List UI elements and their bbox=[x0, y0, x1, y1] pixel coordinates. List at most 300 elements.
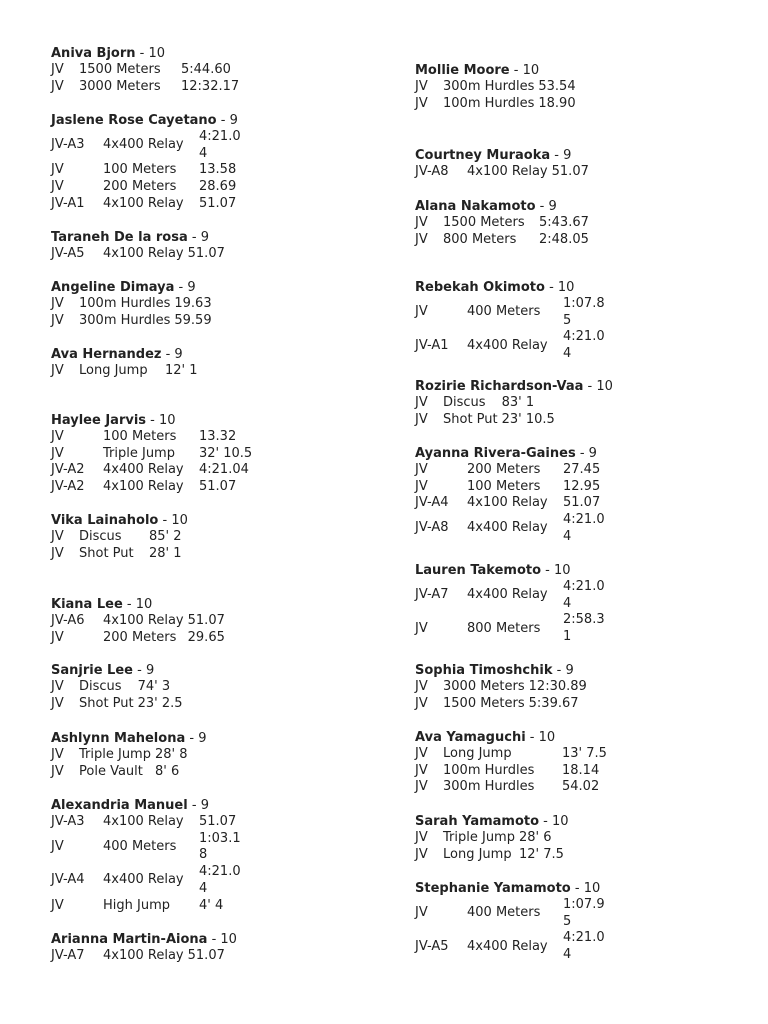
event-level: JV bbox=[415, 762, 428, 778]
athlete-entry bbox=[51, 797, 251, 914]
event-level: JV bbox=[415, 395, 428, 410]
event-name: 400 Meters bbox=[103, 839, 177, 855]
event-level: JV bbox=[415, 846, 428, 862]
event-row bbox=[51, 246, 229, 263]
athlete-name: Angeline Dimaya bbox=[51, 280, 175, 295]
event-row bbox=[51, 196, 251, 213]
event-row bbox=[51, 429, 256, 446]
event-row bbox=[51, 814, 251, 831]
event-level: JV bbox=[51, 445, 64, 461]
event-mark: 2:58.31 bbox=[563, 612, 605, 645]
event-mark: 32' 10.5 bbox=[199, 445, 253, 461]
event-name: 800 Meters bbox=[467, 620, 541, 636]
event-name: Triple Jump bbox=[443, 830, 515, 845]
athlete-grade: 9 bbox=[588, 446, 597, 461]
athlete-name: Courtney Muraoka bbox=[415, 148, 551, 163]
event-mark: 2:48.05 bbox=[539, 231, 589, 247]
athlete-heading bbox=[415, 445, 615, 462]
event-table bbox=[415, 462, 615, 546]
event-table bbox=[415, 897, 615, 964]
event-row bbox=[415, 779, 611, 796]
event-name: Pole Vault bbox=[79, 763, 143, 779]
event-level: JV bbox=[415, 95, 428, 111]
athlete-heading bbox=[415, 662, 591, 679]
event-row bbox=[415, 164, 593, 181]
event-row bbox=[415, 395, 559, 412]
event-row bbox=[51, 898, 251, 915]
event-name: 4x400 Relay bbox=[467, 337, 548, 353]
grade-separator: - bbox=[550, 148, 564, 163]
athlete-grade: 9 bbox=[548, 199, 557, 214]
event-row bbox=[51, 296, 216, 313]
event-table bbox=[51, 747, 192, 780]
grade-separator: - bbox=[207, 932, 221, 947]
event-mark: 13' 7.5 bbox=[562, 746, 607, 761]
grade-separator: - bbox=[570, 881, 584, 896]
event-name: 4x100 Relay bbox=[467, 495, 548, 511]
event-table bbox=[51, 613, 229, 646]
event-name: 300m Hurdles bbox=[443, 779, 535, 795]
event-mark: 13.58 bbox=[199, 162, 237, 178]
grade-separator: - bbox=[174, 280, 188, 295]
event-level: JV bbox=[51, 78, 64, 94]
athlete-grade: 10 bbox=[554, 563, 571, 578]
event-mark: 4' 4 bbox=[199, 897, 224, 913]
event-name: Discus bbox=[79, 679, 122, 694]
athlete-heading bbox=[415, 279, 615, 296]
athlete-name: Ayanna Rivera-Gaines bbox=[415, 446, 576, 461]
event-name: 100 Meters bbox=[103, 429, 177, 444]
athlete-entry bbox=[415, 198, 593, 248]
athlete-grade: 10 bbox=[596, 379, 613, 394]
event-name: 4x400 Relay bbox=[103, 462, 184, 478]
event-row bbox=[415, 763, 611, 780]
event-table bbox=[415, 79, 580, 112]
athlete-entry bbox=[51, 512, 188, 562]
event-table bbox=[51, 814, 251, 914]
event-level: JV bbox=[51, 695, 64, 711]
event-level: JV bbox=[415, 620, 428, 636]
event-mark: 51.07 bbox=[551, 164, 589, 179]
athlete-name: Kiana Lee bbox=[51, 597, 123, 612]
event-level: JV bbox=[51, 296, 64, 311]
event-mark: 28' 6 bbox=[518, 830, 552, 845]
event-level: JV bbox=[415, 746, 428, 761]
event-table bbox=[51, 429, 256, 496]
event-name: Triple Jump bbox=[103, 445, 175, 461]
event-level: JV-A1 bbox=[415, 337, 449, 353]
event-mark: 12' 7.5 bbox=[518, 846, 564, 862]
grade-separator: - bbox=[122, 597, 136, 612]
event-name: 3000 Meters bbox=[79, 78, 161, 94]
athlete-heading bbox=[415, 147, 593, 164]
event-mark: 19.63 bbox=[174, 296, 212, 311]
athlete-grade: 10 bbox=[552, 814, 569, 829]
athlete-name: Haylee Jarvis bbox=[51, 413, 147, 428]
event-level: JV bbox=[51, 747, 64, 762]
event-row bbox=[51, 831, 251, 864]
athlete-name: Jaslene Rose Cayetano bbox=[51, 113, 217, 128]
event-name: Long Jump bbox=[79, 363, 148, 378]
event-mark: 28' 8 bbox=[154, 747, 188, 762]
event-mark: 51.07 bbox=[563, 495, 601, 511]
event-mark: 12:32.17 bbox=[181, 78, 240, 94]
event-table bbox=[51, 129, 251, 213]
event-level: JV-A1 bbox=[51, 195, 85, 211]
athlete-entry bbox=[415, 662, 591, 712]
event-level: JV bbox=[51, 529, 64, 544]
event-mark: 28.69 bbox=[199, 179, 237, 195]
athlete-grade: 10 bbox=[583, 881, 601, 896]
event-mark: 12' 1 bbox=[165, 363, 198, 378]
athlete-heading bbox=[51, 279, 216, 296]
event-mark: 51.07 bbox=[199, 814, 237, 829]
event-row bbox=[51, 948, 229, 965]
athlete-name: Sarah Yamamoto bbox=[415, 814, 540, 829]
athlete-grade: 9 bbox=[145, 663, 155, 678]
athlete-name: Ava Hernandez bbox=[51, 347, 162, 362]
event-row bbox=[415, 847, 568, 864]
event-mark: 4:21.04 bbox=[563, 579, 605, 611]
athlete-heading bbox=[415, 562, 615, 579]
event-mark: 4:21.04 bbox=[563, 930, 605, 963]
event-mark: 18.90 bbox=[538, 95, 576, 111]
athlete-entry bbox=[415, 813, 569, 863]
event-name: 1500 Meters bbox=[79, 62, 161, 77]
event-mark: 1:07.85 bbox=[563, 296, 605, 328]
event-row bbox=[415, 296, 615, 329]
event-name: 4x400 Relay bbox=[467, 520, 548, 536]
event-level: JV-A4 bbox=[51, 872, 85, 888]
event-table bbox=[415, 395, 559, 428]
event-level: JV bbox=[51, 363, 64, 378]
event-level: JV-A5 bbox=[415, 938, 449, 954]
athlete-heading bbox=[51, 229, 229, 246]
athlete-name: Aniva Bjorn bbox=[51, 46, 136, 61]
event-row bbox=[415, 830, 568, 847]
athlete-heading bbox=[51, 412, 256, 429]
grade-separator: - bbox=[544, 280, 558, 295]
grade-separator: - bbox=[216, 113, 230, 128]
event-row bbox=[415, 679, 591, 696]
event-row bbox=[415, 479, 615, 496]
grade-separator: - bbox=[525, 730, 539, 745]
event-row bbox=[51, 313, 216, 330]
grade-separator: - bbox=[146, 413, 159, 428]
athlete-entry bbox=[415, 378, 613, 428]
event-row bbox=[51, 764, 192, 781]
event-name: 4x400 Relay bbox=[467, 938, 548, 954]
event-name: 4x100 Relay bbox=[103, 246, 184, 261]
event-mark: 59.59 bbox=[174, 312, 212, 328]
event-name: 100m Hurdles bbox=[443, 95, 535, 111]
event-level: JV bbox=[51, 679, 64, 694]
event-name: Shot Put bbox=[79, 545, 134, 561]
event-table bbox=[415, 830, 568, 863]
event-level: JV bbox=[415, 231, 428, 247]
event-name: 4x100 Relay bbox=[103, 814, 184, 829]
event-mark: 5:44.60 bbox=[181, 62, 231, 77]
event-row bbox=[415, 897, 615, 930]
event-level: JV-A3 bbox=[51, 814, 85, 829]
event-name: 100m Hurdles bbox=[79, 296, 171, 311]
event-row bbox=[51, 79, 243, 96]
athlete-heading bbox=[415, 198, 593, 215]
event-level: JV bbox=[51, 429, 64, 444]
grade-separator: - bbox=[132, 663, 146, 678]
event-row bbox=[51, 679, 187, 696]
event-level: JV-A8 bbox=[415, 164, 449, 179]
event-row bbox=[51, 747, 192, 764]
event-row bbox=[51, 696, 187, 713]
event-table bbox=[415, 746, 611, 796]
event-row bbox=[415, 329, 615, 362]
athlete-heading bbox=[51, 730, 206, 747]
event-mark: 51.07 bbox=[199, 195, 237, 211]
athlete-heading bbox=[51, 596, 229, 613]
event-mark: 4:21.04 bbox=[199, 864, 241, 896]
athlete-entry bbox=[415, 279, 615, 363]
event-row bbox=[415, 495, 615, 512]
event-mark: 1:07.95 bbox=[563, 897, 605, 929]
event-name: 100 Meters bbox=[467, 478, 541, 494]
event-table bbox=[51, 679, 187, 712]
event-row bbox=[51, 613, 229, 630]
event-table bbox=[51, 948, 229, 965]
event-name: 300m Hurdles bbox=[443, 79, 535, 94]
event-name: 300m Hurdles bbox=[79, 312, 171, 328]
athlete-grade: 9 bbox=[200, 798, 209, 813]
athlete-entry bbox=[51, 45, 243, 95]
event-table bbox=[51, 296, 216, 329]
event-name: Long Jump bbox=[443, 746, 512, 761]
athlete-entry bbox=[415, 880, 615, 964]
athlete-heading bbox=[415, 378, 613, 395]
athlete-entry bbox=[415, 729, 611, 796]
event-mark: 4:21.04 bbox=[199, 462, 249, 478]
event-name: 4x100 Relay bbox=[103, 479, 184, 495]
athlete-grade: 9 bbox=[229, 113, 238, 128]
grade-separator: - bbox=[161, 347, 175, 362]
event-name: 400 Meters bbox=[467, 905, 541, 921]
athlete-entry bbox=[415, 147, 593, 181]
event-table bbox=[415, 215, 593, 248]
event-row bbox=[51, 363, 202, 380]
event-name: 1500 Meters bbox=[443, 695, 525, 711]
event-level: JV-A7 bbox=[51, 948, 85, 963]
event-mark: 5:43.67 bbox=[539, 215, 589, 230]
event-table bbox=[415, 579, 615, 646]
grade-separator: - bbox=[552, 663, 566, 678]
event-level: JV bbox=[415, 830, 428, 845]
event-mark: 28' 1 bbox=[149, 545, 182, 561]
athlete-grade: 10 bbox=[557, 280, 575, 295]
athlete-name: Rebekah Okimoto bbox=[415, 280, 545, 295]
event-name: Triple Jump bbox=[79, 747, 151, 762]
athlete-name: Ashlynn Mahelona bbox=[51, 731, 186, 746]
event-row bbox=[51, 462, 256, 479]
event-level: JV bbox=[415, 462, 428, 477]
event-mark: 83' 1 bbox=[501, 395, 535, 410]
event-mark: 18.14 bbox=[562, 762, 600, 778]
event-name: 100m Hurdles bbox=[443, 762, 535, 778]
event-mark: 29.65 bbox=[187, 629, 225, 645]
event-table bbox=[51, 529, 186, 562]
event-table bbox=[415, 164, 593, 181]
event-mark: 85' 2 bbox=[149, 529, 182, 544]
event-mark: 4:21.04 bbox=[563, 329, 605, 362]
event-row bbox=[51, 546, 186, 563]
event-mark: 53.54 bbox=[538, 79, 576, 94]
event-level: JV bbox=[415, 679, 428, 694]
event-mark: 74' 3 bbox=[137, 679, 171, 694]
event-mark: 5:39.67 bbox=[528, 695, 579, 711]
event-name: 4x400 Relay bbox=[103, 872, 184, 888]
event-level: JV bbox=[51, 179, 64, 195]
athlete-entry bbox=[415, 445, 615, 546]
athlete-grade: 9 bbox=[563, 148, 572, 163]
event-row bbox=[415, 746, 611, 763]
athlete-name: Sophia Timoshchik bbox=[415, 663, 553, 678]
event-name: 4x100 Relay bbox=[103, 195, 184, 211]
event-row bbox=[51, 529, 186, 546]
event-row bbox=[415, 232, 593, 249]
athlete-name: Taraneh De la rosa bbox=[51, 230, 188, 245]
event-row bbox=[51, 129, 251, 162]
event-level: JV-A5 bbox=[51, 246, 85, 261]
event-row bbox=[415, 930, 615, 963]
athlete-entry bbox=[51, 730, 206, 780]
athlete-entry bbox=[51, 931, 237, 965]
event-mark: 4:21.04 bbox=[199, 129, 241, 161]
athlete-grade: 9 bbox=[565, 663, 574, 678]
event-table bbox=[415, 679, 591, 712]
event-table bbox=[415, 296, 615, 363]
grade-separator: - bbox=[185, 731, 199, 746]
athlete-entry bbox=[51, 596, 229, 646]
event-level: JV bbox=[415, 411, 428, 427]
event-level: JV bbox=[415, 779, 428, 795]
athlete-grade: 10 bbox=[135, 597, 153, 612]
event-name: 4x400 Relay bbox=[103, 137, 184, 153]
athlete-heading bbox=[415, 729, 611, 746]
event-mark: 23' 2.5 bbox=[137, 695, 183, 711]
event-name: Long Jump bbox=[443, 846, 512, 862]
athlete-entry bbox=[415, 562, 615, 646]
event-row bbox=[51, 630, 229, 647]
event-table bbox=[51, 62, 243, 95]
grade-separator: - bbox=[187, 798, 201, 813]
athlete-grade: 9 bbox=[174, 347, 183, 362]
athlete-grade: 9 bbox=[187, 280, 196, 295]
athlete-heading bbox=[51, 662, 187, 679]
event-name: 400 Meters bbox=[467, 304, 541, 320]
event-row bbox=[415, 412, 559, 429]
athlete-grade: 9 bbox=[198, 731, 207, 746]
event-name: 4x100 Relay bbox=[103, 613, 184, 628]
grade-separator: - bbox=[539, 814, 553, 829]
event-mark: 51.07 bbox=[187, 246, 225, 261]
athlete-heading bbox=[415, 880, 615, 897]
grade-separator: - bbox=[509, 63, 523, 78]
event-mark: 27.45 bbox=[563, 462, 601, 477]
event-mark: 13.32 bbox=[199, 429, 237, 444]
event-level: JV bbox=[51, 545, 64, 561]
event-name: 100 Meters bbox=[103, 162, 177, 178]
athlete-grade: 10 bbox=[522, 63, 540, 78]
athlete-heading bbox=[415, 62, 580, 79]
grade-separator: - bbox=[541, 563, 554, 578]
event-mark: 4:21.04 bbox=[563, 512, 605, 544]
event-name: 200 Meters bbox=[103, 629, 177, 645]
event-level: JV-A2 bbox=[51, 479, 85, 495]
athlete-name: Alana Nakamoto bbox=[415, 199, 536, 214]
event-level: JV-A4 bbox=[415, 495, 449, 511]
event-level: JV-A7 bbox=[415, 587, 449, 603]
event-name: High Jump bbox=[103, 897, 170, 913]
athlete-grade: 10 bbox=[171, 513, 188, 528]
event-table bbox=[51, 363, 202, 380]
event-mark: 51.07 bbox=[199, 479, 237, 495]
grade-separator: - bbox=[575, 446, 589, 461]
athlete-heading bbox=[51, 931, 237, 948]
event-name: Shot Put bbox=[79, 695, 134, 711]
event-mark: 51.07 bbox=[187, 948, 225, 963]
event-mark: 8' 6 bbox=[154, 763, 180, 779]
event-level: JV bbox=[51, 162, 64, 178]
event-level: JV-A3 bbox=[51, 137, 85, 153]
event-level: JV-A8 bbox=[415, 520, 449, 536]
athlete-grade: 10 bbox=[538, 730, 556, 745]
athlete-heading bbox=[51, 797, 251, 814]
event-mark: 12:30.89 bbox=[528, 679, 587, 694]
event-mark: 51.07 bbox=[187, 613, 225, 628]
event-level: JV bbox=[51, 897, 64, 913]
athlete-name: Ava Yamaguchi bbox=[415, 730, 526, 745]
event-row bbox=[415, 96, 580, 113]
athlete-grade: 10 bbox=[159, 413, 176, 428]
event-name: 200 Meters bbox=[467, 462, 541, 477]
event-row bbox=[51, 864, 251, 897]
athlete-heading bbox=[51, 512, 188, 529]
grade-separator: - bbox=[187, 230, 201, 245]
event-row bbox=[415, 215, 593, 232]
athlete-name: Sanjrie Lee bbox=[51, 663, 133, 678]
event-name: 4x100 Relay bbox=[103, 948, 184, 963]
event-row bbox=[415, 512, 615, 545]
athlete-entry bbox=[51, 279, 216, 329]
event-level: JV-A6 bbox=[51, 613, 85, 628]
event-level: JV bbox=[51, 629, 64, 645]
athlete-heading bbox=[415, 813, 569, 830]
event-name: Shot Put bbox=[443, 411, 498, 427]
event-row bbox=[415, 696, 591, 713]
athlete-grade: 10 bbox=[148, 46, 166, 61]
event-level: JV bbox=[51, 312, 64, 328]
event-row bbox=[51, 179, 251, 196]
athlete-name: Vika Lainaholo bbox=[51, 513, 159, 528]
athlete-grade: 9 bbox=[200, 230, 209, 245]
event-name: Discus bbox=[79, 529, 122, 544]
athlete-name: Alexandria Manuel bbox=[51, 798, 188, 813]
event-row bbox=[415, 579, 615, 612]
event-row bbox=[51, 479, 256, 496]
grade-separator: - bbox=[583, 379, 597, 394]
event-name: 4x400 Relay bbox=[467, 587, 548, 603]
event-row bbox=[415, 79, 580, 96]
event-name: 800 Meters bbox=[443, 231, 517, 247]
event-name: 1500 Meters bbox=[443, 215, 525, 230]
